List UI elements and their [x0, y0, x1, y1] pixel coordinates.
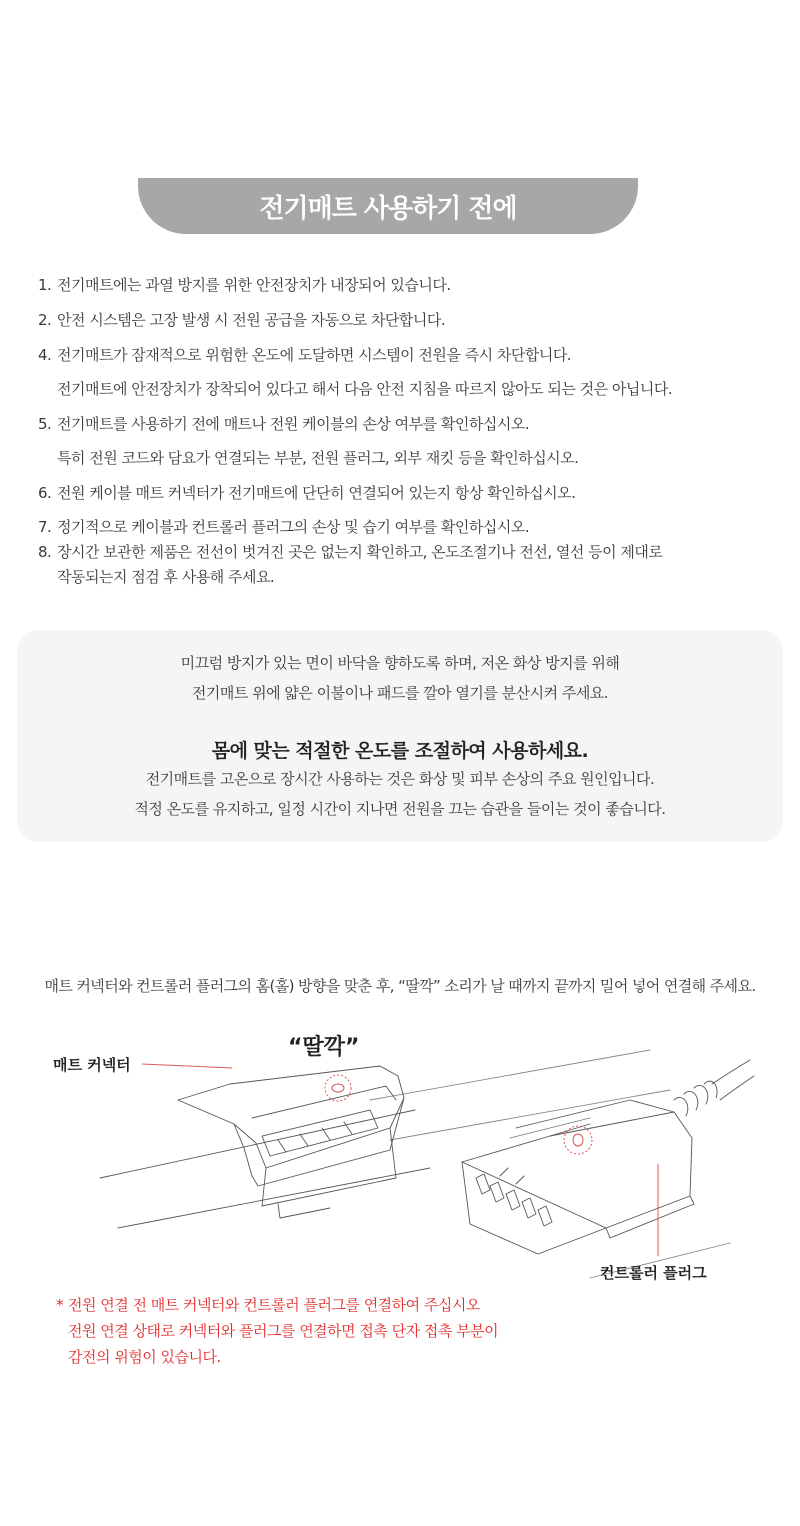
- section-title-tab: [138, 178, 638, 234]
- connector-illustration: [30, 1028, 780, 1290]
- notice-item: 5. 전기매트를 사용하기 전에 매트나 전원 케이블의 손상 여부를 확인하십시오.: [38, 415, 530, 433]
- click-sound-label: “딸깍”: [288, 1035, 360, 1060]
- connection-instruction: 매트 커넥터와 컨트롤러 플러그의 홈(홀) 방향을 맞춘 후, “딸깍” 소리가 날 때까지 끝까지 밀어 넣어 연결해 주세요.: [44, 977, 756, 995]
- tip-heading: 몸에 맞는 적절한 온도를 조절하여 사용하세요.: [211, 740, 589, 762]
- warning-line: 전원 연결 상태로 커넥터와 플러그를 연결하면 접촉 단자 접촉 부분이: [68, 1322, 499, 1340]
- tip-line: 전기매트를 고온으로 장시간 사용하는 것은 화상 및 피부 손상의 주요 원인입니다.: [145, 770, 655, 788]
- notice-item-continued: 작동되는지 점검 후 사용해 주세요.: [57, 568, 275, 586]
- tip-line: 미끄럼 방지가 있는 면이 바닥을 향하도록 하며, 저온 화상 방지를 위해: [180, 654, 620, 672]
- warning-line: * 전원 연결 전 매트 커넥터와 컨트롤러 플러그를 연결하여 주십시오: [56, 1296, 480, 1314]
- notice-item-continued: 특히 전원 코드와 담요가 연결되는 부분, 전원 플러그, 외부 재킷 등을 확인하십시오.: [57, 449, 579, 467]
- notice-item: 8. 장시간 보관한 제품은 전선이 벗겨진 곳은 없는지 확인하고, 온도조절기나 전선, 열선 등이 제대로: [38, 543, 663, 561]
- mat-connector-label: 매트 커넥터: [53, 1056, 131, 1074]
- tip-line: 적정 온도를 유지하고, 일정 시간이 지나면 전원을 끄는 습관을 들이는 것이 좋습니다.: [134, 800, 666, 818]
- controller-plug-label: 컨트롤러 플러그: [600, 1264, 707, 1282]
- section-title: 전기매트 사용하기 전에: [259, 193, 517, 224]
- warning-line: 감전의 위험이 있습니다.: [68, 1348, 221, 1366]
- notice-item: 2. 안전 시스템은 고장 발생 시 전원 공급을 자동으로 차단합니다.: [38, 311, 446, 329]
- tip-box: [17, 630, 783, 842]
- notice-item-continued: 전기매트에 안전장치가 장착되어 있다고 해서 다음 안전 지침을 따르지 않아도 되는 것은 아닙니다.: [57, 380, 673, 398]
- notice-item: 1. 전기매트에는 과열 방지를 위한 안전장치가 내장되어 있습니다.: [38, 276, 451, 294]
- notice-item: 6. 전원 케이블 매트 커넥터가 전기매트에 단단히 연결되어 있는지 항상 확인하십시오.: [38, 484, 576, 502]
- connector-diagram: [30, 1028, 780, 1290]
- notice-item: 7. 정기적으로 케이블과 컨트롤러 플러그의 손상 및 습기 여부를 확인하십시오.: [38, 518, 530, 536]
- notice-item: 4. 전기매트가 잠재적으로 위험한 온도에 도달하면 시스템이 전원을 즉시 차단합니다.: [38, 346, 572, 364]
- warning-star: *: [56, 1296, 63, 1314]
- tip-line: 전기매트 위에 얇은 이불이나 패드를 깔아 열기를 분산시켜 주세요.: [191, 684, 609, 702]
